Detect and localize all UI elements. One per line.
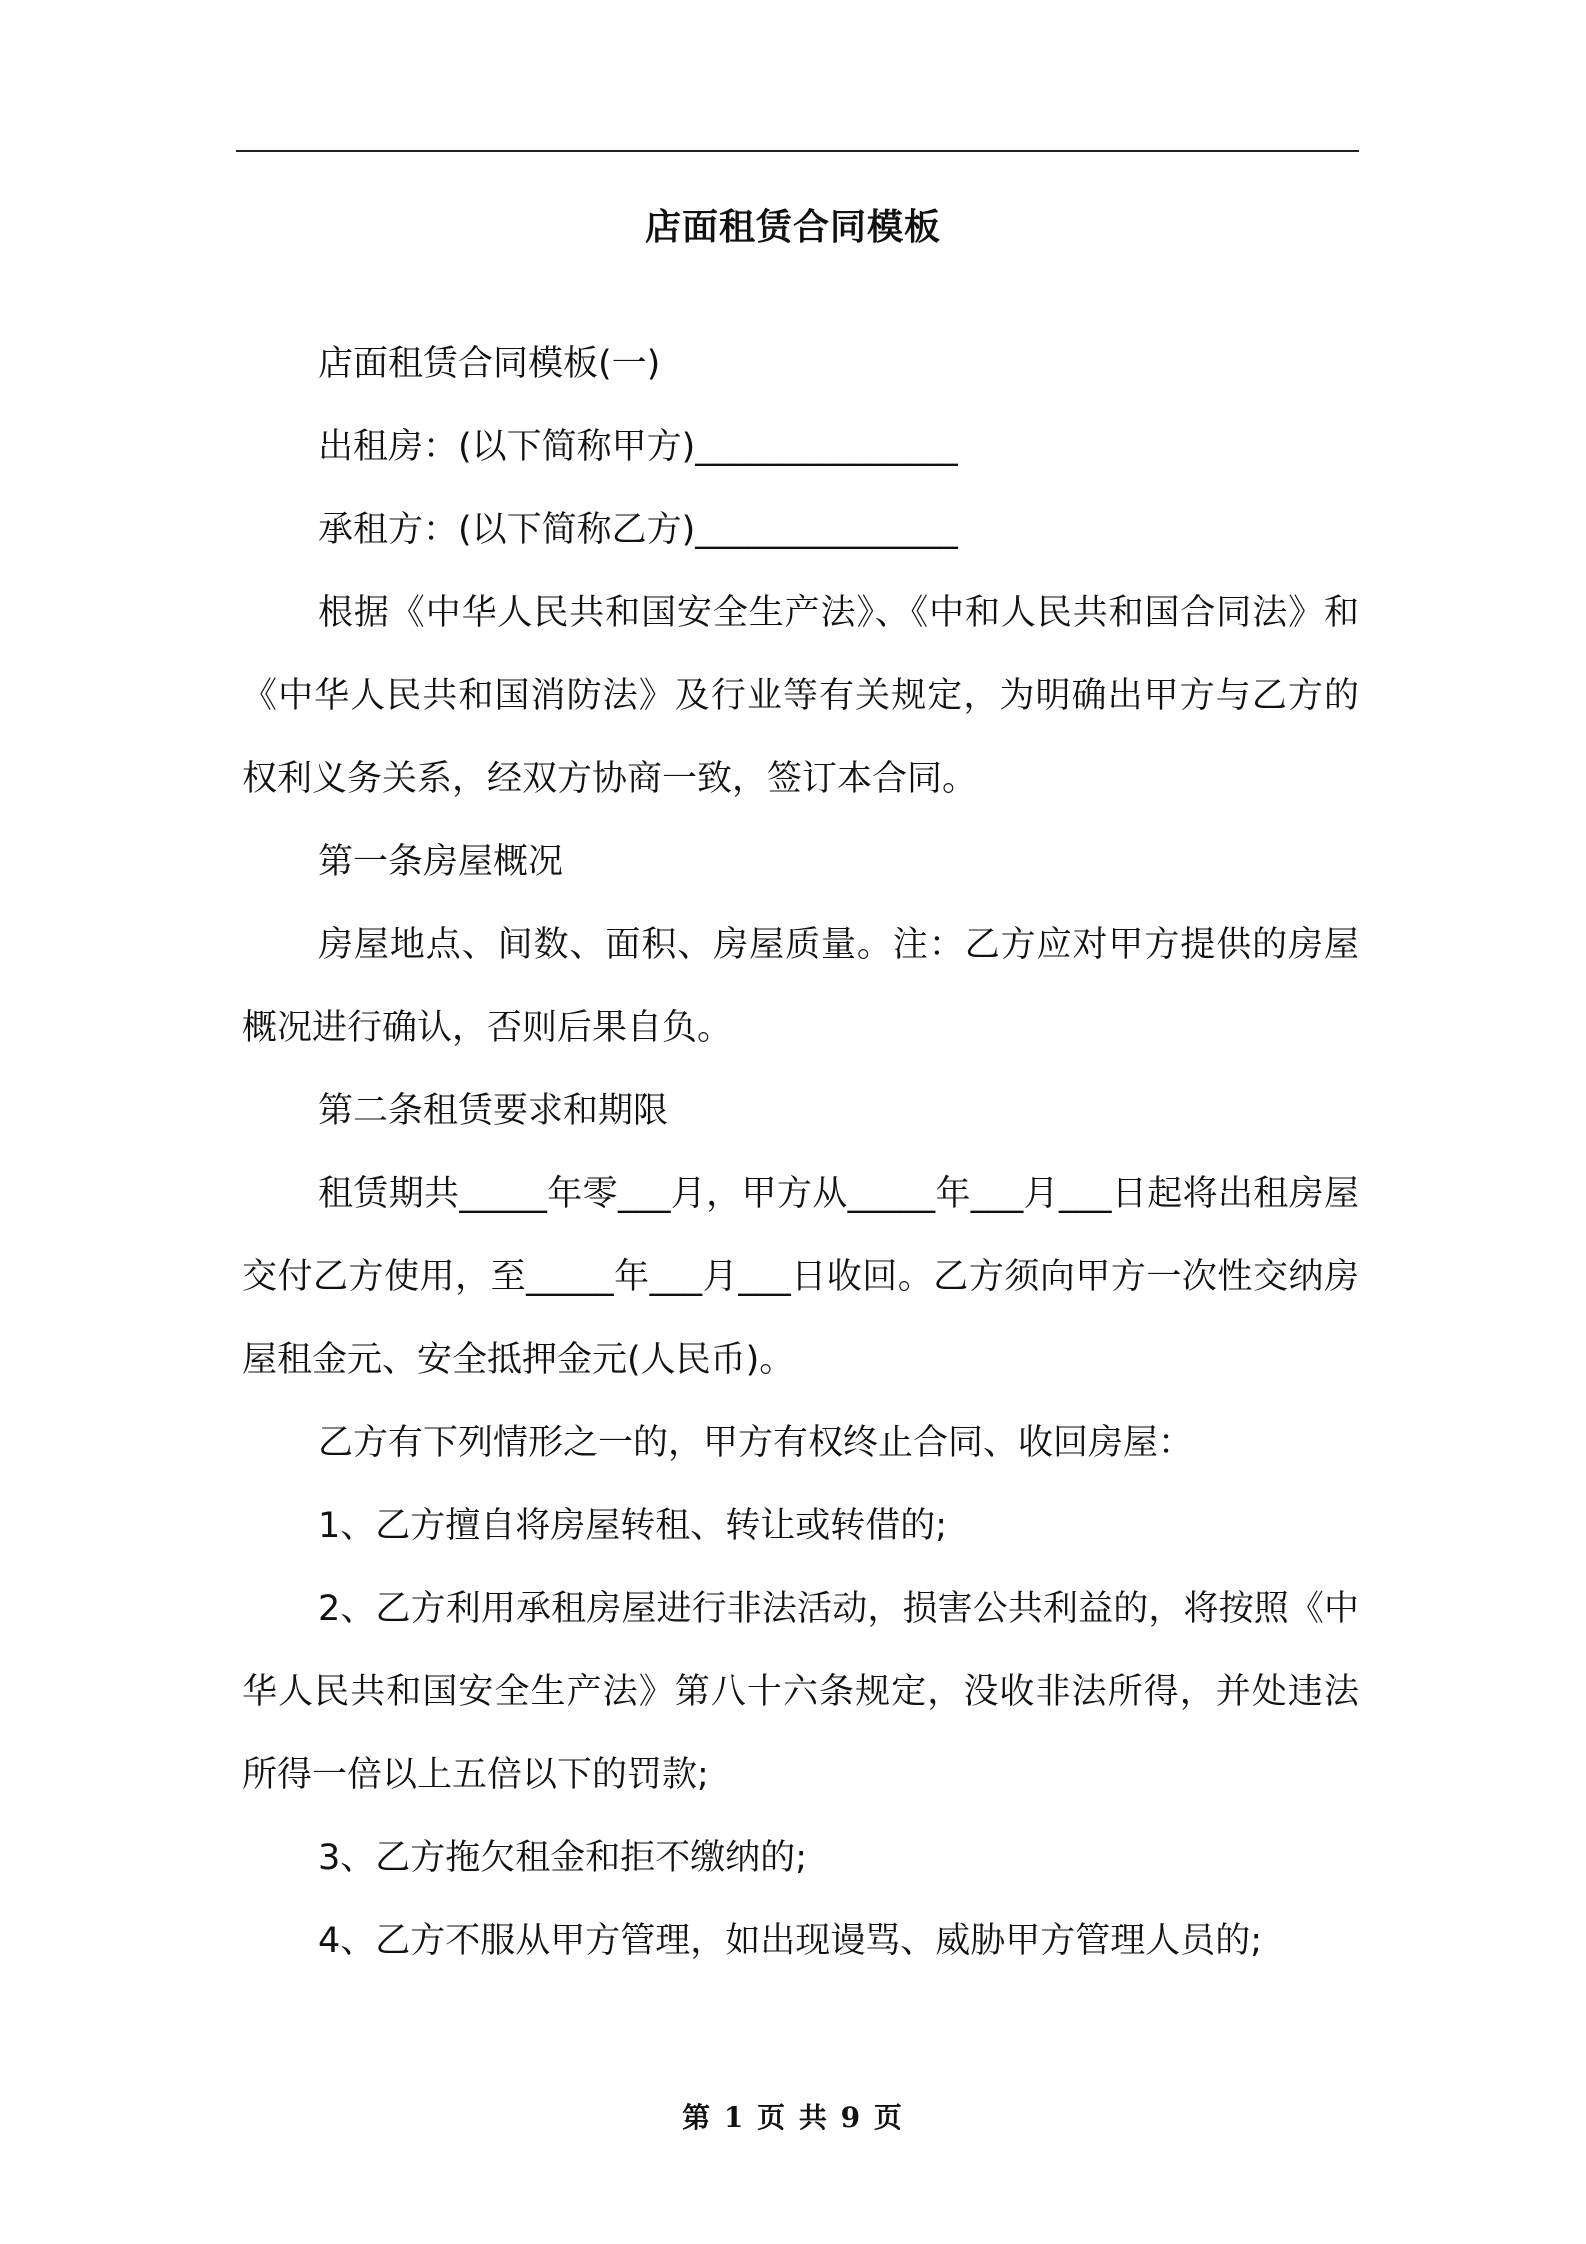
paragraph-lessor: 出租房：(以下简称甲方)_______________ [318, 427, 958, 467]
paragraph-termination-intro: 乙方有下列情形之一的，甲方有权终止合同、收回房屋： [318, 1423, 1194, 1463]
document-body [242, 323, 1359, 1983]
paragraph-basis: 根据《中华人民共和国安全生产法》、《中和人民共和国合同法》和《中华人民共和国消防法》及行业等有关规定，为明确出甲方与乙方的权利义务关系，经双方协商一致，签订本合同。 [242, 593, 1359, 799]
paragraph-termination-item-4: 4、乙方不服从甲方管理，如出现谩骂、威胁甲方管理人员的; [318, 1921, 1263, 1961]
paragraph-termination-item-1: 1、乙方擅自将房屋转租、转让或转借的; [318, 1506, 948, 1546]
document-title: 店面租赁合同模板 [644, 207, 941, 248]
header-rule [236, 150, 1359, 152]
paragraph-lessee: 承租方：(以下简称乙方)_______________ [318, 510, 958, 550]
paragraph-termination-item-2: 2、乙方利用承租房屋进行非法活动，损害公共利益的，将按照《中华人民共和国安全生产法》第八十六条规定，没收非法所得，并处违法所得一倍以上五倍以下的罚款; [242, 1589, 1359, 1795]
paragraph-termination-item-3: 3、乙方拖欠租金和拒不缴纳的; [318, 1838, 808, 1878]
paragraph-heading: 店面租赁合同模板(一) [318, 344, 661, 384]
paragraph-article-1-title: 第一条房屋概况 [318, 842, 564, 882]
paragraph-article-2-body: 租赁期共_____年零___月，甲方从_____年___月___日起将出租房屋交付乙方使用，至_____年___月___日收回。乙方须向甲方一次性交纳房屋租金元、安全抵押金元(人民币)。 [242, 1174, 1359, 1380]
page-number: 第 1 页 共 9 页 [682, 2101, 904, 2134]
paragraph-article-1-body: 房屋地点、间数、面积、房屋质量。注：乙方应对甲方提供的房屋概况进行确认，否则后果自负。 [242, 925, 1359, 1048]
paragraph-article-2-title: 第二条租赁要求和期限 [318, 1091, 669, 1131]
